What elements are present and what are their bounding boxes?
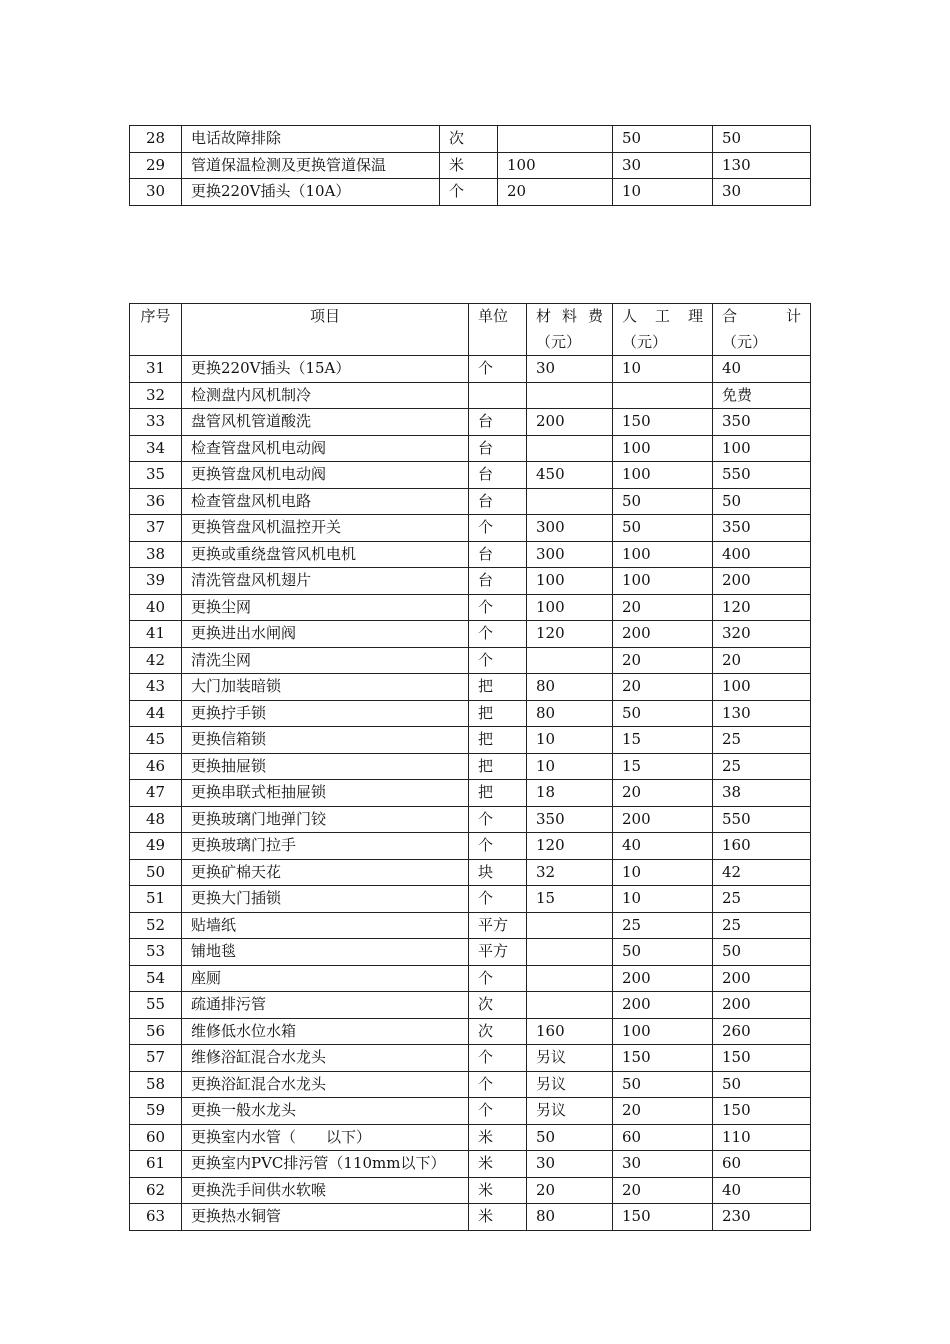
row-labor-fee: 15 <box>613 727 713 754</box>
row-labor-fee: 20 <box>613 594 713 621</box>
header-labor <box>613 304 713 356</box>
main-table-body <box>130 356 811 1231</box>
row-labor-fee: 10 <box>613 886 713 913</box>
table-row <box>130 912 811 939</box>
row-labor-fee: 15 <box>613 753 713 780</box>
row-item: 更换一般水龙头 <box>182 1098 469 1125</box>
table-row <box>130 806 811 833</box>
row-number: 57 <box>130 1045 182 1072</box>
row-labor-fee: 20 <box>613 674 713 701</box>
row-unit: 个 <box>469 356 527 383</box>
table-row <box>130 780 811 807</box>
row-unit: 把 <box>469 780 527 807</box>
row-total: 200 <box>713 965 811 992</box>
header-no: 序号 <box>130 304 182 356</box>
row-unit: 个 <box>469 1071 527 1098</box>
row-item: 更换管盘风机电动阀 <box>182 462 469 489</box>
row-item: 更换玻璃门拉手 <box>182 833 469 860</box>
row-material-fee: 另议 <box>527 1045 613 1072</box>
row-material-fee: 100 <box>527 594 613 621</box>
row-total: 110 <box>713 1124 811 1151</box>
row-number: 56 <box>130 1018 182 1045</box>
row-material-fee <box>527 488 613 515</box>
row-total: 20 <box>713 647 811 674</box>
table-row <box>130 462 811 489</box>
row-material-fee: 32 <box>527 859 613 886</box>
row-material-fee: 10 <box>527 753 613 780</box>
row-total: 免费 <box>713 382 811 409</box>
row-item: 疏通排污管 <box>182 992 469 1019</box>
row-number: 48 <box>130 806 182 833</box>
row-total: 200 <box>713 992 811 1019</box>
row-material-fee: 100 <box>498 152 613 179</box>
row-material-fee <box>527 435 613 462</box>
row-labor-fee: 10 <box>613 179 713 206</box>
row-total: 50 <box>713 126 811 153</box>
row-unit: 台 <box>469 541 527 568</box>
row-labor-fee: 100 <box>613 568 713 595</box>
row-material-fee <box>527 647 613 674</box>
row-item: 更换220V插头（10A） <box>182 179 440 206</box>
row-material-fee <box>527 965 613 992</box>
header-total-char: 计 <box>785 307 801 325</box>
row-item: 清洗尘网 <box>182 647 469 674</box>
table-row <box>130 1177 811 1204</box>
table-row <box>130 488 811 515</box>
table-row <box>130 1124 811 1151</box>
row-total: 25 <box>713 753 811 780</box>
row-number: 63 <box>130 1204 182 1231</box>
header-material-char: 材 <box>536 307 552 325</box>
row-labor-fee: 150 <box>613 1204 713 1231</box>
row-total: 120 <box>713 594 811 621</box>
table-row <box>130 179 811 206</box>
row-item: 更换浴缸混合水龙头 <box>182 1071 469 1098</box>
row-total: 50 <box>713 488 811 515</box>
row-item: 更换进出水闸阀 <box>182 621 469 648</box>
row-material-fee: 10 <box>527 727 613 754</box>
table-row <box>130 152 811 179</box>
row-item: 维修低水位水箱 <box>182 1018 469 1045</box>
row-total: 320 <box>713 621 811 648</box>
table-row <box>130 356 811 383</box>
row-material-fee: 30 <box>527 356 613 383</box>
row-total: 25 <box>713 912 811 939</box>
row-material-fee: 另议 <box>527 1098 613 1125</box>
header-labor-char: 人 <box>622 307 638 325</box>
row-labor-fee: 50 <box>613 1071 713 1098</box>
row-material-fee <box>527 992 613 1019</box>
row-total: 60 <box>713 1151 811 1178</box>
row-unit: 把 <box>469 753 527 780</box>
row-labor-fee: 100 <box>613 1018 713 1045</box>
row-total: 100 <box>713 674 811 701</box>
row-labor-fee: 25 <box>613 912 713 939</box>
row-material-fee <box>527 382 613 409</box>
row-labor-fee: 10 <box>613 356 713 383</box>
row-number: 41 <box>130 621 182 648</box>
row-labor-fee <box>613 382 713 409</box>
row-item: 贴墙纸 <box>182 912 469 939</box>
row-labor-fee: 20 <box>613 1098 713 1125</box>
row-labor-fee: 60 <box>613 1124 713 1151</box>
row-number: 39 <box>130 568 182 595</box>
row-total: 30 <box>713 179 811 206</box>
row-item: 更换玻璃门地弹门铰 <box>182 806 469 833</box>
header-material <box>527 304 613 356</box>
row-total: 25 <box>713 886 811 913</box>
row-unit: 个 <box>469 515 527 542</box>
row-number: 54 <box>130 965 182 992</box>
row-item: 更换管盘风机温控开关 <box>182 515 469 542</box>
row-labor-fee: 100 <box>613 462 713 489</box>
row-item: 更换热水铜管 <box>182 1204 469 1231</box>
row-material-fee: 350 <box>527 806 613 833</box>
row-material-fee: 200 <box>527 409 613 436</box>
row-material-fee: 20 <box>527 1177 613 1204</box>
row-item: 大门加装暗锁 <box>182 674 469 701</box>
row-item: 更换220V插头（15A） <box>182 356 469 383</box>
header-material-char: 料 <box>561 307 577 325</box>
row-number: 60 <box>130 1124 182 1151</box>
table-row <box>130 568 811 595</box>
row-number: 59 <box>130 1098 182 1125</box>
row-labor-fee: 10 <box>613 859 713 886</box>
table-row <box>130 1045 811 1072</box>
row-labor-fee: 50 <box>613 939 713 966</box>
row-unit: 次 <box>469 1018 527 1045</box>
table-row <box>130 409 811 436</box>
row-unit: 次 <box>440 126 498 153</box>
header-item: 项目 <box>182 304 469 356</box>
row-total: 50 <box>713 1071 811 1098</box>
row-unit: 台 <box>469 462 527 489</box>
table-row <box>130 1151 811 1178</box>
row-item: 检测盘内风机制冷 <box>182 382 469 409</box>
row-total: 230 <box>713 1204 811 1231</box>
row-total: 260 <box>713 1018 811 1045</box>
row-unit: 个 <box>440 179 498 206</box>
table-row <box>130 992 811 1019</box>
row-total: 160 <box>713 833 811 860</box>
row-number: 33 <box>130 409 182 436</box>
row-labor-fee: 50 <box>613 488 713 515</box>
row-unit: 把 <box>469 674 527 701</box>
row-number: 47 <box>130 780 182 807</box>
row-item: 更换大门插锁 <box>182 886 469 913</box>
row-number: 28 <box>130 126 182 153</box>
row-item: 更换室内水管（ 以下） <box>182 1124 469 1151</box>
row-item: 更换室内PVC排污管（110mm以下） <box>182 1151 469 1178</box>
header-total <box>713 304 811 356</box>
row-number: 43 <box>130 674 182 701</box>
table-row <box>130 965 811 992</box>
row-unit: 台 <box>469 488 527 515</box>
row-item: 更换矿棉天花 <box>182 859 469 886</box>
row-material-fee <box>527 912 613 939</box>
table-row <box>130 1071 811 1098</box>
row-number: 58 <box>130 1071 182 1098</box>
top-table-body <box>130 126 811 206</box>
table-row <box>130 1204 811 1231</box>
row-total: 150 <box>713 1045 811 1072</box>
row-number: 32 <box>130 382 182 409</box>
table-row <box>130 382 811 409</box>
table-row <box>130 515 811 542</box>
row-unit: 米 <box>469 1124 527 1151</box>
row-unit: 米 <box>469 1204 527 1231</box>
row-labor-fee: 200 <box>613 965 713 992</box>
row-number: 38 <box>130 541 182 568</box>
row-material-fee: 450 <box>527 462 613 489</box>
row-labor-fee: 200 <box>613 992 713 1019</box>
row-labor-fee: 50 <box>613 700 713 727</box>
row-total: 550 <box>713 462 811 489</box>
row-number: 36 <box>130 488 182 515</box>
row-unit: 米 <box>469 1177 527 1204</box>
row-unit: 个 <box>469 1098 527 1125</box>
row-unit: 次 <box>469 992 527 1019</box>
row-material-fee <box>527 939 613 966</box>
table-row <box>130 886 811 913</box>
row-total: 40 <box>713 1177 811 1204</box>
row-labor-fee: 40 <box>613 833 713 860</box>
row-item: 更换信箱锁 <box>182 727 469 754</box>
row-number: 52 <box>130 912 182 939</box>
row-labor-fee: 50 <box>613 515 713 542</box>
row-labor-fee: 150 <box>613 409 713 436</box>
row-item: 更换抽屉锁 <box>182 753 469 780</box>
header-row <box>130 304 811 356</box>
row-total: 350 <box>713 515 811 542</box>
table-row <box>130 126 811 153</box>
row-unit: 个 <box>469 594 527 621</box>
header-labor-unit: （元） <box>622 332 668 351</box>
row-unit: 把 <box>469 700 527 727</box>
row-material-fee: 另议 <box>527 1071 613 1098</box>
row-number: 50 <box>130 859 182 886</box>
row-total: 130 <box>713 700 811 727</box>
row-item: 电话故障排除 <box>182 126 440 153</box>
row-unit: 块 <box>469 859 527 886</box>
row-unit: 把 <box>469 727 527 754</box>
row-number: 46 <box>130 753 182 780</box>
row-item: 检查管盘风机电路 <box>182 488 469 515</box>
row-total: 200 <box>713 568 811 595</box>
table-row <box>130 647 811 674</box>
table-row <box>130 621 811 648</box>
table-row <box>130 939 811 966</box>
row-item: 更换串联式柜抽屉锁 <box>182 780 469 807</box>
row-material-fee: 80 <box>527 700 613 727</box>
row-unit: 米 <box>440 152 498 179</box>
row-unit: 台 <box>469 409 527 436</box>
row-number: 29 <box>130 152 182 179</box>
header-material-unit: （元） <box>536 332 582 351</box>
row-material-fee: 30 <box>527 1151 613 1178</box>
table-row <box>130 833 811 860</box>
row-total: 40 <box>713 356 811 383</box>
row-number: 51 <box>130 886 182 913</box>
row-labor-fee: 150 <box>613 1045 713 1072</box>
table-row <box>130 1018 811 1045</box>
table-row <box>130 541 811 568</box>
row-material-fee: 20 <box>498 179 613 206</box>
row-item: 更换拧手锁 <box>182 700 469 727</box>
row-material-fee: 300 <box>527 541 613 568</box>
row-unit: 台 <box>469 568 527 595</box>
row-unit: 个 <box>469 965 527 992</box>
row-labor-fee: 50 <box>613 126 713 153</box>
row-material-fee: 80 <box>527 674 613 701</box>
row-material-fee: 120 <box>527 621 613 648</box>
row-item: 更换洗手间供水软喉 <box>182 1177 469 1204</box>
row-total: 38 <box>713 780 811 807</box>
row-unit <box>469 382 527 409</box>
main-price-table <box>129 303 811 1231</box>
row-item: 更换或重绕盘管风机电机 <box>182 541 469 568</box>
table-row <box>130 674 811 701</box>
row-material-fee <box>498 126 613 153</box>
row-unit: 个 <box>469 647 527 674</box>
row-unit: 米 <box>469 1151 527 1178</box>
row-item: 更换尘网 <box>182 594 469 621</box>
row-labor-fee: 20 <box>613 1177 713 1204</box>
row-material-fee: 15 <box>527 886 613 913</box>
top-price-table <box>129 125 811 206</box>
table-row <box>130 594 811 621</box>
row-number: 34 <box>130 435 182 462</box>
row-unit: 平方 <box>469 912 527 939</box>
row-total: 42 <box>713 859 811 886</box>
row-total: 350 <box>713 409 811 436</box>
row-material-fee: 160 <box>527 1018 613 1045</box>
row-total: 400 <box>713 541 811 568</box>
row-total: 150 <box>713 1098 811 1125</box>
row-unit: 个 <box>469 621 527 648</box>
header-total-unit: （元） <box>722 332 768 351</box>
row-number: 42 <box>130 647 182 674</box>
row-unit: 平方 <box>469 939 527 966</box>
row-unit: 个 <box>469 886 527 913</box>
row-material-fee: 18 <box>527 780 613 807</box>
row-number: 45 <box>130 727 182 754</box>
row-material-fee: 100 <box>527 568 613 595</box>
row-item: 维修浴缸混合水龙头 <box>182 1045 469 1072</box>
row-item: 检查管盘风机电动阀 <box>182 435 469 462</box>
row-material-fee: 300 <box>527 515 613 542</box>
row-total: 130 <box>713 152 811 179</box>
row-labor-fee: 30 <box>613 152 713 179</box>
table-row <box>130 1098 811 1125</box>
row-total: 550 <box>713 806 811 833</box>
row-total: 25 <box>713 727 811 754</box>
row-material-fee: 120 <box>527 833 613 860</box>
row-unit: 个 <box>469 806 527 833</box>
row-item: 盘管风机管道酸洗 <box>182 409 469 436</box>
row-number: 53 <box>130 939 182 966</box>
row-number: 62 <box>130 1177 182 1204</box>
row-labor-fee: 20 <box>613 647 713 674</box>
table-row <box>130 435 811 462</box>
row-item: 铺地毯 <box>182 939 469 966</box>
table-row <box>130 700 811 727</box>
row-number: 61 <box>130 1151 182 1178</box>
row-number: 49 <box>130 833 182 860</box>
row-number: 55 <box>130 992 182 1019</box>
row-labor-fee: 100 <box>613 435 713 462</box>
row-material-fee: 80 <box>527 1204 613 1231</box>
row-item: 清洗管盘风机翅片 <box>182 568 469 595</box>
header-labor-char: 理 <box>687 307 703 325</box>
row-material-fee: 50 <box>527 1124 613 1151</box>
row-unit: 个 <box>469 833 527 860</box>
row-number: 44 <box>130 700 182 727</box>
header-total-char: 合 <box>722 307 738 325</box>
row-labor-fee: 20 <box>613 780 713 807</box>
header-material-char: 费 <box>587 307 603 325</box>
header-unit: 单位 <box>469 304 527 356</box>
table-row <box>130 727 811 754</box>
row-total: 50 <box>713 939 811 966</box>
row-labor-fee: 30 <box>613 1151 713 1178</box>
row-unit: 个 <box>469 1045 527 1072</box>
row-number: 31 <box>130 356 182 383</box>
row-labor-fee: 100 <box>613 541 713 568</box>
header-labor-char: 工 <box>654 307 670 325</box>
row-number: 35 <box>130 462 182 489</box>
row-item: 座厕 <box>182 965 469 992</box>
row-total: 100 <box>713 435 811 462</box>
table-row <box>130 753 811 780</box>
row-number: 30 <box>130 179 182 206</box>
row-number: 37 <box>130 515 182 542</box>
row-labor-fee: 200 <box>613 621 713 648</box>
row-labor-fee: 200 <box>613 806 713 833</box>
table-row <box>130 859 811 886</box>
row-unit: 台 <box>469 435 527 462</box>
row-item: 管道保温检测及更换管道保温 <box>182 152 440 179</box>
row-number: 40 <box>130 594 182 621</box>
